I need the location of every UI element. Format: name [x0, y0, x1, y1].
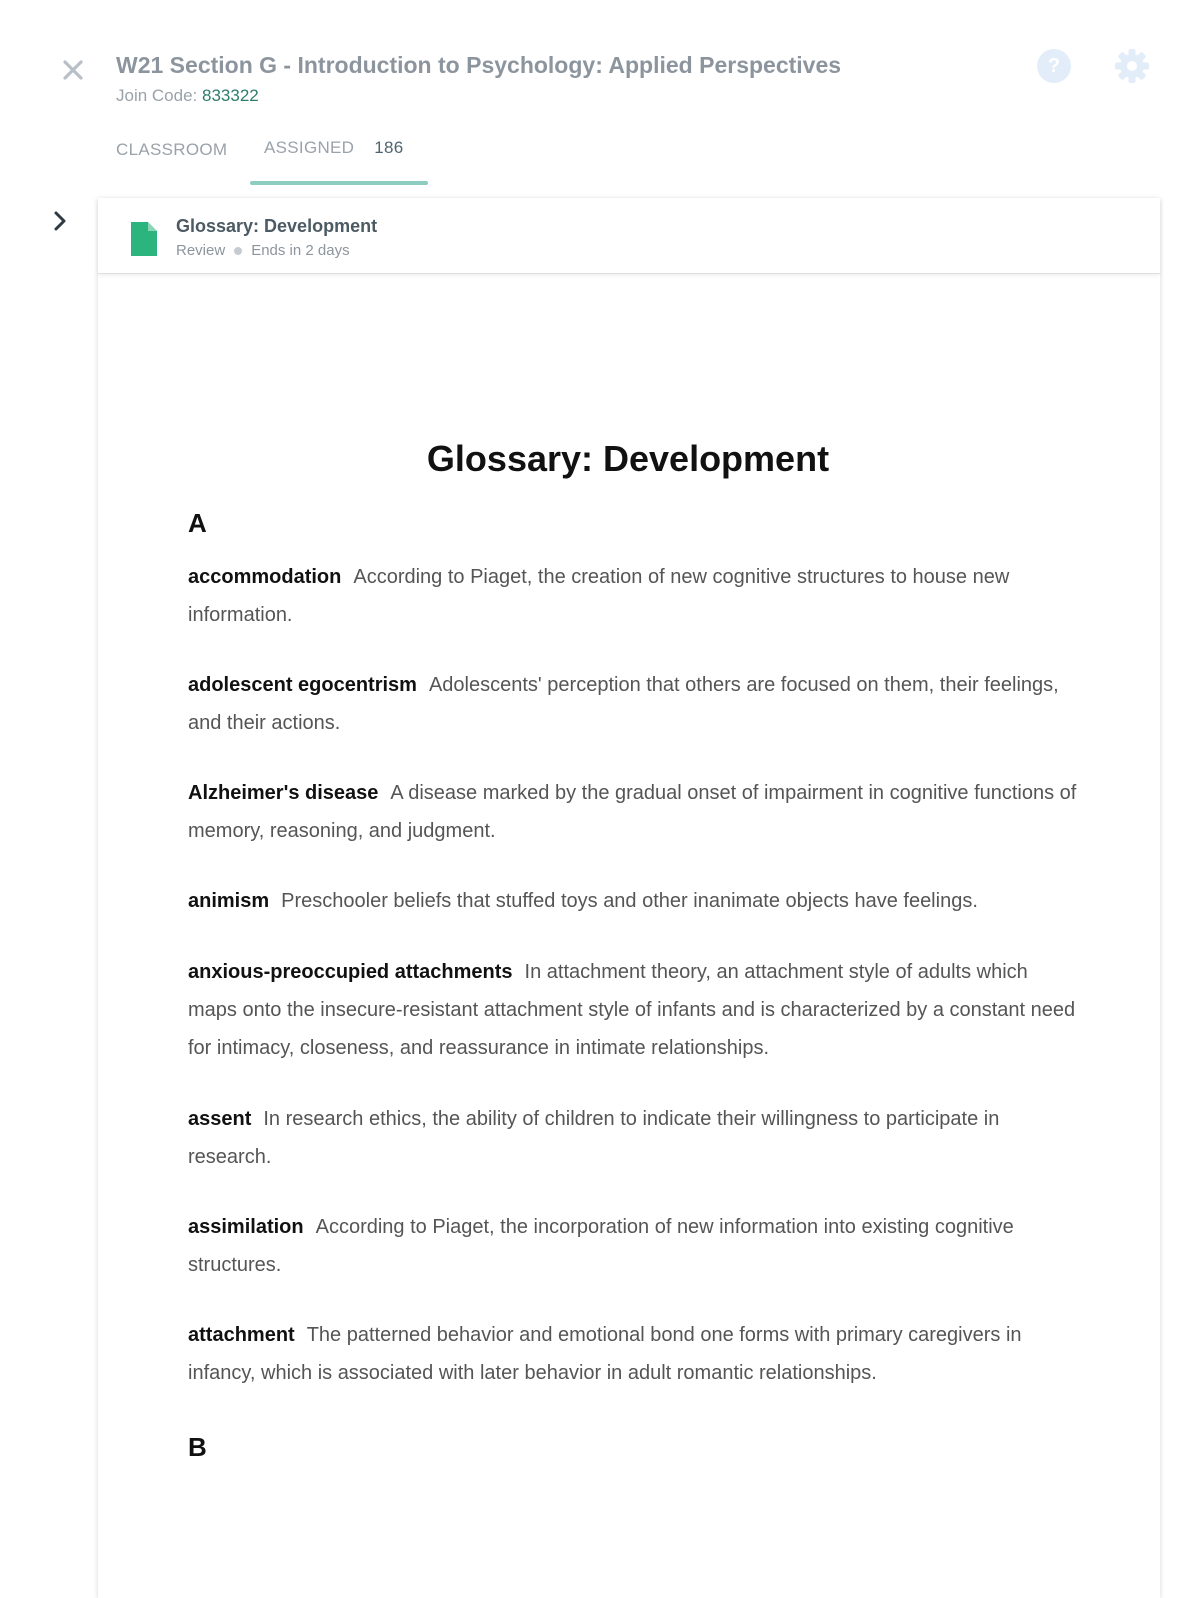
- tab-classroom-label: CLASSROOM: [116, 140, 228, 159]
- glossary-definition: In research ethics, the ability of children to indicate their willingness to participate in research.: [188, 1108, 1000, 1168]
- glossary-definition: Preschooler beliefs that stuffed toys and other inanimate objects have feelings.: [281, 890, 978, 912]
- glossary-entry: [188, 1208, 1078, 1284]
- active-tab-indicator: [250, 181, 428, 185]
- glossary-definition: The patterned behavior and emotional bond one forms with primary caregivers in infancy, which is associated with later behavior in adult romantic relationships.: [188, 1324, 1022, 1384]
- glossary-term: attachment: [188, 1324, 295, 1346]
- glossary-term: accommodation: [188, 566, 342, 588]
- header: [0, 0, 1200, 190]
- tab-assigned-label: ASSIGNED: [264, 138, 355, 157]
- close-button[interactable]: [58, 55, 88, 85]
- tab-classroom[interactable]: [116, 140, 227, 160]
- glossary-definition: According to Piaget, the creation of new cognitive structures to house new information.: [188, 566, 1010, 626]
- glossary-entry: [188, 882, 1078, 920]
- glossary-term: anxious-preoccupied attachments: [188, 961, 513, 983]
- gear-icon: [1113, 47, 1151, 85]
- join-code-value[interactable]: 833322: [202, 86, 259, 105]
- help-icon: ?: [1047, 54, 1061, 77]
- settings-button[interactable]: [1113, 47, 1151, 85]
- assignment-title: Glossary: Development: [176, 216, 378, 236]
- glossary-entry: [188, 666, 1078, 742]
- section-letter: B: [188, 1432, 207, 1462]
- join-code-row: [116, 86, 259, 106]
- assignment-meta: [176, 242, 350, 259]
- join-code-label: Join Code:: [116, 86, 198, 105]
- glossary-definition: A disease marked by the gradual onset of impairment in cognitive functions of memory, reasoning, and judgment.: [188, 782, 1077, 842]
- tab-assigned[interactable]: [264, 138, 404, 158]
- help-button[interactable]: [1037, 49, 1071, 83]
- glossary-term: Alzheimer's disease: [188, 782, 379, 804]
- section-letter: A: [188, 508, 207, 538]
- glossary-entry: [188, 1100, 1078, 1176]
- close-icon: [62, 59, 84, 81]
- assignment-due: Ends in 2 days: [251, 242, 350, 259]
- glossary-term: animism: [188, 890, 270, 912]
- assignment-type: Review: [176, 242, 226, 259]
- chevron-right-icon: [48, 208, 72, 234]
- glossary-entry: [188, 1316, 1078, 1392]
- glossary-entry: [188, 953, 1078, 1067]
- document-title: Glossary: Development: [426, 438, 830, 479]
- glossary-entry: [188, 558, 1078, 634]
- separator-dot: [234, 247, 242, 255]
- glossary-definition: Adolescents' perception that others are focused on them, their feelings, and their actions.: [188, 674, 1059, 734]
- glossary-definition: In attachment theory, an attachment style of adults which maps onto the insecure-resistant attachment style of infants and is characterized by a constant need for intimacy, closeness, and reassurance in intimate relationships.: [188, 961, 1076, 1059]
- document-icon: [131, 222, 157, 256]
- classroom-title: W21 Section G - Introduction to Psychology: Applied Perspectives: [116, 52, 842, 78]
- glossary-entry: [188, 774, 1078, 850]
- expand-sidebar-button[interactable]: [48, 208, 72, 234]
- glossary-term: assent: [188, 1108, 252, 1130]
- glossary-term: assimilation: [188, 1216, 304, 1238]
- glossary-term: adolescent egocentrism: [188, 674, 417, 696]
- assigned-count-badge: 186: [374, 138, 404, 157]
- assignment-card: [98, 198, 1160, 1598]
- assignment-header[interactable]: [98, 198, 1160, 274]
- glossary-definition: According to Piaget, the incorporation of new information into existing cognitive structures.: [188, 1216, 1014, 1276]
